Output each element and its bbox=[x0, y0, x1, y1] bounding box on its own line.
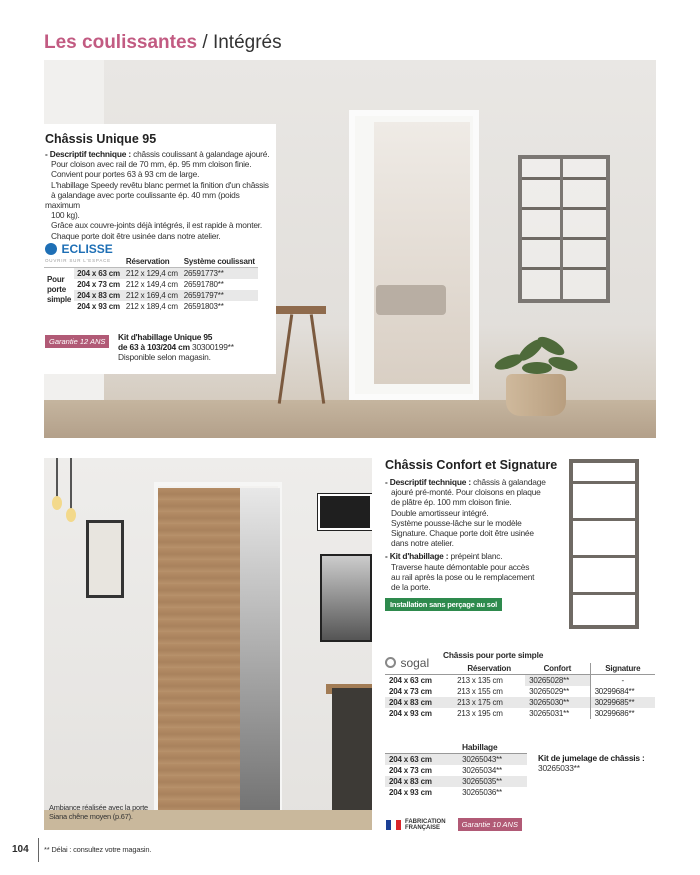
pendant-bulb bbox=[52, 496, 62, 510]
wall-picture bbox=[86, 520, 124, 598]
oak-sliding-door bbox=[158, 488, 240, 830]
page-number: 104 bbox=[12, 844, 29, 855]
chassis-confort-description: - Descriptif technique : châssis à galandage ajouré pré-monté. Pour cloisons en plaque de plâtre ép. 100 mm cloison finie. Double amortisseur intégré. Système pousse-lâche sur le modèle Signature. Chaque porte doit être usinée dans notre atelier. bbox=[385, 477, 546, 549]
wall-art bbox=[318, 494, 372, 530]
console-leg bbox=[310, 314, 325, 404]
habillage-table bbox=[385, 753, 527, 798]
guarantee-badge: Garantie 12 ANS bbox=[45, 335, 109, 348]
table-row: Pour porte simple 204 x 63 cm 212 x 129,4 cm 26591773** bbox=[44, 268, 258, 280]
install-badge: Installation sans perçage au sol bbox=[385, 598, 502, 611]
col-reservation: Réservation bbox=[123, 256, 181, 268]
sliding-frame-illustration bbox=[518, 155, 610, 303]
chassis-confort-table: Réservation Confort Signature 204 x 63 cm 213 x 135 cm 30265028** - 204 x 73 cm 213 x 155 cm 30265029** 30299684** 204 x 83 cm 213 x 175 cm 30265030** 30299685** 204 x 93 cm 213 x 195 cm 30265031** 30299686** bbox=[385, 663, 655, 719]
basket-pot bbox=[506, 374, 566, 416]
adjacent-room bbox=[240, 488, 280, 830]
table-row: 204 x 63 cm 30265043** bbox=[385, 754, 527, 766]
habillage-title: Habillage bbox=[462, 742, 498, 752]
chassis-unique-panel bbox=[36, 124, 276, 374]
desc-line: Pour cloison avec rail de 70 mm, ép. 95 mm cloison finie. bbox=[51, 159, 252, 170]
table-row: 204 x 93 cm 213 x 195 cm 30265031** 30299686** bbox=[385, 708, 655, 719]
eclisse-logo: ECLISSE OUVRIR SUR L'ESPACE bbox=[45, 242, 113, 263]
sogal-frame-illustration bbox=[569, 459, 639, 629]
desc-label: - Descriptif technique : bbox=[45, 149, 131, 159]
table-row: 204 x 73 cm 212 x 149,4 cm 26591780** bbox=[77, 280, 224, 289]
table-row: 204 x 63 cm 213 x 135 cm 30265028** - bbox=[385, 675, 655, 687]
kit-habillage-description: - Kit d'habillage : prépeint blanc. Traverse haute démontable pour accès au rail après la pose ou le remplacement de la porte. bbox=[385, 551, 535, 593]
photo-caption: Ambiance réalisée avec la porte Siana chêne moyen (p.67). bbox=[49, 803, 148, 821]
page-title bbox=[44, 32, 282, 54]
sofa bbox=[376, 285, 446, 315]
chassis-confort-heading: Châssis Confort et Signature bbox=[385, 458, 558, 472]
pendant-bulb bbox=[66, 508, 76, 522]
table-row: 204 x 83 cm 30265035** bbox=[385, 776, 527, 787]
room-view bbox=[374, 122, 470, 384]
title-accent: Les coulissantes bbox=[44, 32, 198, 53]
pendant-cord bbox=[56, 458, 58, 498]
table-row: 204 x 83 cm 213 x 175 cm 30265030** 30299685** bbox=[385, 697, 655, 708]
cabinet bbox=[332, 688, 372, 830]
sogal-logo: sogal bbox=[385, 654, 429, 672]
title-rest: / Intégrés bbox=[202, 32, 282, 53]
row-group-label: Pour porte simple bbox=[44, 268, 74, 313]
console-leg bbox=[278, 314, 293, 404]
chassis-unique-table bbox=[44, 256, 258, 312]
table-title: Châssis pour porte simple bbox=[443, 650, 544, 660]
col-systeme: Système coulissant bbox=[181, 256, 258, 268]
french-flag-icon bbox=[386, 820, 401, 830]
desc-line: Convient pour portes 63 à 93 cm de large. bbox=[51, 169, 200, 180]
pendant-cord bbox=[70, 458, 72, 510]
fabrication-francaise: FABRICATION FRANÇAISE Garantie 10 ANS bbox=[386, 818, 522, 831]
desc-line: châssis coulissant à galandage ajouré. bbox=[133, 149, 270, 159]
table-row: 204 x 83 cm 212 x 169,4 cm 26591797** bbox=[44, 290, 258, 301]
desc-line: Grâce aux couvre-joints déjà intégrés, il est rapide à monter. bbox=[51, 220, 263, 231]
city-photo-frame bbox=[320, 554, 372, 642]
footnote: ** Délai : consultez votre magasin. bbox=[44, 845, 152, 854]
interior-photo-bottom bbox=[44, 458, 372, 830]
table-row: 204 x 73 cm 30265034** bbox=[389, 766, 502, 775]
eclisse-logo-icon bbox=[45, 243, 57, 255]
kit-habillage-info: Kit d'habillage Unique 95 de 63 à 103/204 cm 30300199** Disponible selon magasin. bbox=[118, 332, 234, 363]
guarantee-badge: Garantie 10 ANS bbox=[458, 818, 522, 831]
chassis-unique-heading: Châssis Unique 95 bbox=[45, 132, 157, 146]
desc-line: 100 kg). bbox=[51, 210, 80, 221]
chassis-confort-panel bbox=[385, 458, 575, 612]
desc-line: Chaque porte doit être usinée dans notre atelier. bbox=[51, 230, 221, 241]
chassis-unique-description bbox=[45, 149, 273, 241]
table-row: 204 x 93 cm 212 x 189,4 cm 26591803** bbox=[77, 302, 224, 311]
table-row: 204 x 93 cm 30265036** bbox=[389, 788, 502, 797]
console-table bbox=[276, 306, 326, 314]
desc-line: L'habillage Speedy revêtu blanc permet la finition d'un châssis bbox=[51, 179, 269, 190]
desc-line: à galandage avec porte coulissante ép. 40 mm (poids maximum bbox=[45, 189, 240, 211]
divider bbox=[38, 838, 39, 862]
jumelage-info: Kit de jumelage de châssis : 30265033** bbox=[538, 753, 645, 774]
table-row: 204 x 73 cm 213 x 155 cm 30265029** 30299684** bbox=[385, 686, 655, 697]
